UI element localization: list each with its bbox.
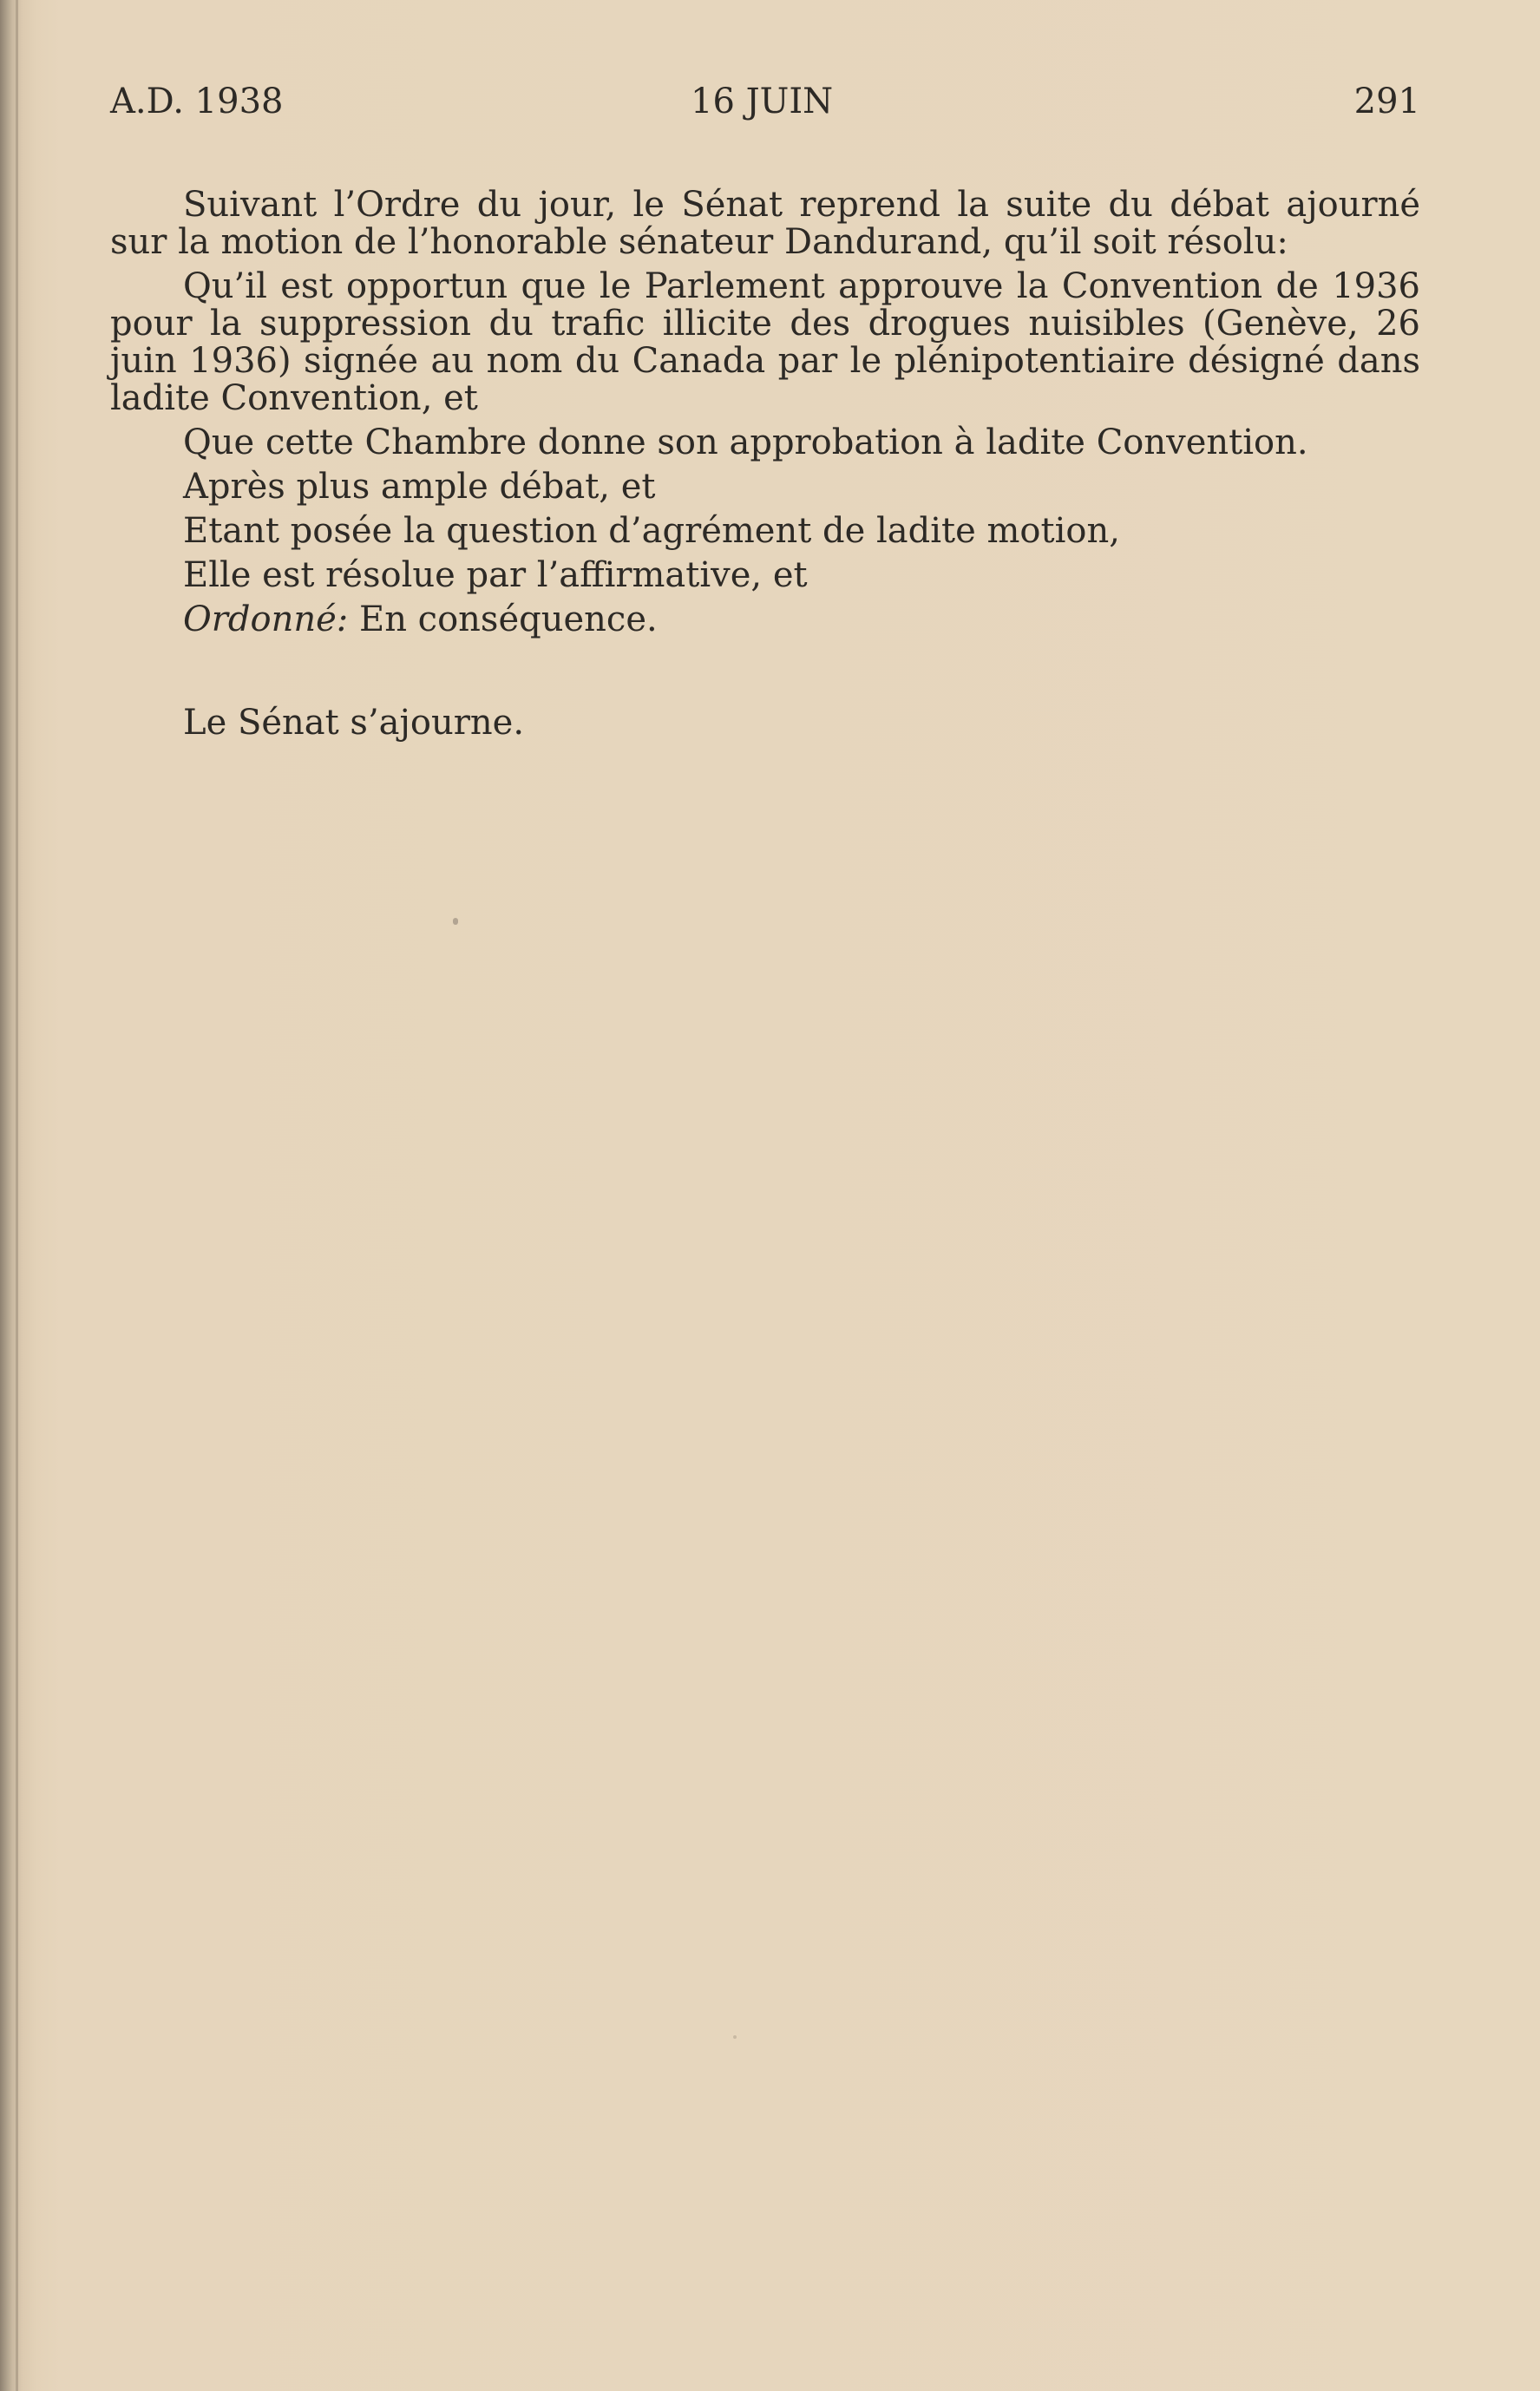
page-binding-edge	[16, 0, 18, 2391]
paragraph-approbation: Que cette Chambre donne son approbation à ladite Convention.	[183, 423, 1308, 462]
paragraph-ordre-du-jour: Suivant l’Ordre du jour, le Sénat reprend la suite du débat ajourné sur la motion de l’honorable sénateur Dandurand, qu’il soit résolu:	[110, 185, 1420, 262]
paragraph-ordonne	[110, 601, 1420, 639]
header-date: 16 JUIN	[691, 82, 834, 121]
page-number: 291	[1353, 82, 1420, 121]
page-header	[110, 80, 1420, 123]
paper-speck	[733, 2035, 737, 2039]
closing-line: Le Sénat s’ajourne.	[183, 703, 525, 743]
paragraph-debat: Après plus ample débat, et	[183, 467, 656, 507]
page-body	[110, 187, 1420, 645]
paper-speck	[453, 918, 458, 925]
ordonne-label: Ordonné:	[183, 599, 349, 639]
paragraph-question: Etant posée la question d’agrément de ladite motion,	[183, 511, 1120, 551]
paragraph-affirmative: Elle est résolue par l’affirmative, et	[183, 555, 808, 595]
paragraph-resolution: Qu’il est opportun que le Parlement approuve la Convention de 1936 pour la suppression du trafic illicite des drogues nuisibles (Genève, 26 juin 1936) signée au nom du Canada par le plénipotentiaire désigné dans ladite Convention, et	[110, 266, 1420, 418]
ordonne-text: En conséquence.	[359, 599, 658, 639]
header-year: A.D. 1938	[110, 82, 284, 121]
